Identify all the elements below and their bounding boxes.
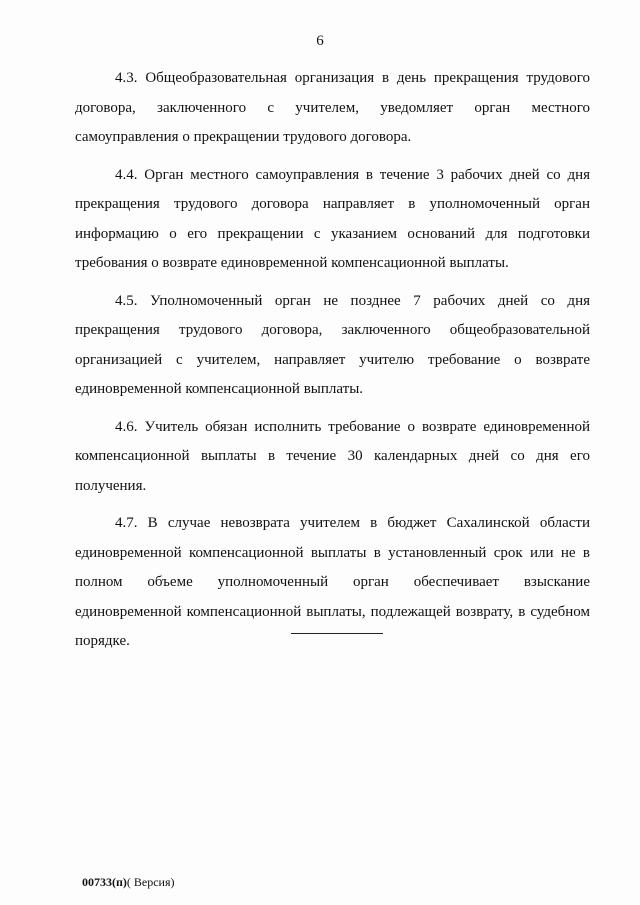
document-code: 00733(п) bbox=[82, 875, 127, 889]
paragraph-4-5: 4.5. Уполномоченный орган не позднее 7 рабочих дней со дня прекращения трудового договора, заключенного общеобразовательной организацией с учителем, направляет учителю требование о возврате единовременной компенсационной выплаты. bbox=[75, 292, 590, 397]
paragraph-4-4: 4.4. Орган местного самоуправления в течение 3 рабочих дней со дня прекращения трудового договора направляет в уполномоченный орган информацию о его прекращении с указанием оснований для подготовки требования о возврате единовременной компенсационной выплаты. bbox=[75, 166, 590, 271]
paragraph-4-3: 4.3. Общеобразовательная организация в день прекращения трудового договора, заключенного с учителем, уведомляет орган местного самоуправления о прекращении трудового договора. bbox=[75, 70, 590, 145]
paragraph-4-6: 4.6. Учитель обязан исполнить требование о возврате единовременной компенсационной выплаты в течение 30 календарных дней со дня его получения. bbox=[75, 418, 590, 494]
page-number: 6 bbox=[316, 33, 324, 49]
end-separator-line bbox=[291, 633, 383, 634]
document-body bbox=[75, 64, 590, 665]
document-version: ( Версия) bbox=[126, 875, 175, 889]
paragraph-4-7: 4.7. В случае невозврата учителем в бюджет Сахалинской области единовременной компенсационной выплаты в установленный срок или не в полном объеме уполномоченный орган обеспечивает взыскание единовременной компенсационной выплаты, подлежащей возврату, в судебном порядке. bbox=[75, 515, 590, 649]
document-footer bbox=[82, 875, 175, 890]
